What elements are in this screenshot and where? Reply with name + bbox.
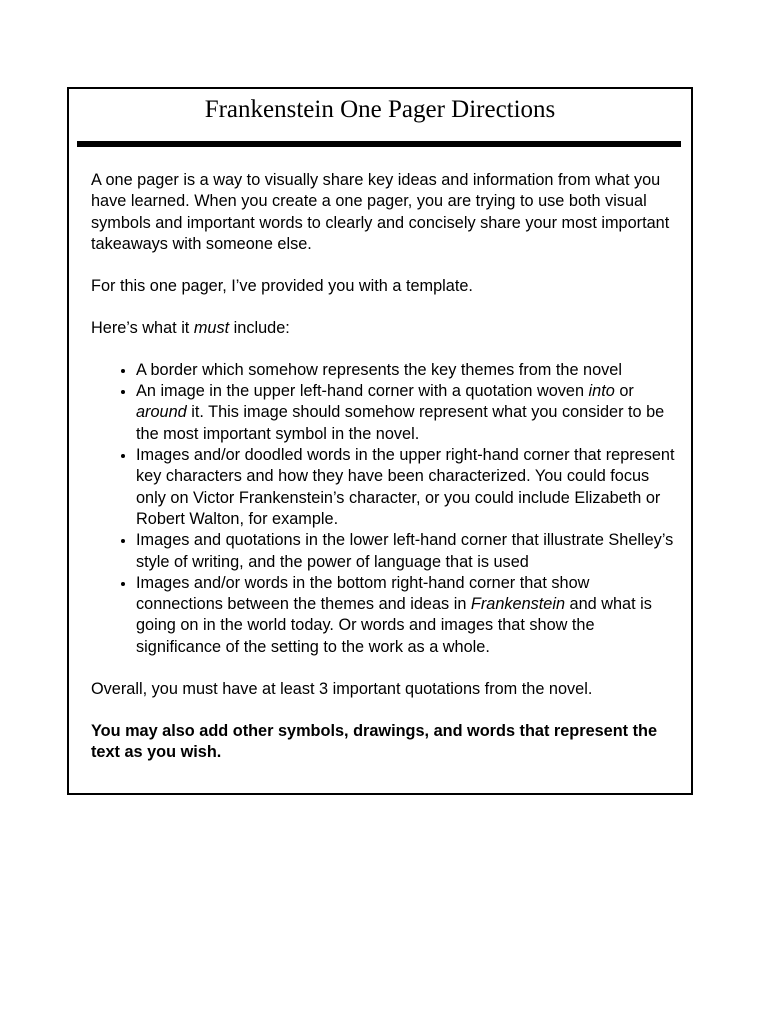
requirement-emphasis: into <box>588 382 615 401</box>
requirement-bottom-right <box>136 573 677 658</box>
title-divider <box>77 141 681 147</box>
overall-paragraph: Overall, you must have at least 3 important quotations from the novel. <box>91 679 593 698</box>
include-text-before: Here’s what it <box>91 318 194 337</box>
include-text-after: include: <box>229 318 290 337</box>
requirement-lower-left: • Images and quotations in the lower left-hand corner that illustrate Shelley’s style of writing, and the power of language that is used <box>136 530 677 573</box>
requirement-text: it. This image should somehow represent what you consider to be the most important symbol in the novel. <box>136 403 665 443</box>
requirements-list <box>91 360 677 658</box>
requirement-text: and what is going on in the world today. Or words and images that show the significance of the setting to the work as a whole. <box>136 595 652 656</box>
requirement-emphasis: around <box>136 403 187 422</box>
requirement-border: • A border which somehow represents the key themes from the novel <box>136 360 677 381</box>
directions-body <box>91 170 677 763</box>
requirement-text: Images and/or words in the bottom right-hand corner that show connections between the themes and ideas in <box>136 573 590 614</box>
closing-paragraph: You may also add other symbols, drawings, and words that represent the text as you wish. <box>91 721 658 761</box>
requirement-upper-right: • Images and/or doodled words in the upper right-hand corner that represent key characters and how they have been characterized. You could focus only on Victor Frankenstein’s character, or you could include Elizabeth or Robert Walton, for example. <box>136 445 677 530</box>
novel-title-emphasis: Frankenstein <box>470 595 566 614</box>
requirement-text: An image in the upper left-hand corner with a quotation woven <box>136 382 589 401</box>
document-frame <box>67 87 693 795</box>
requirement-text: or <box>614 382 634 401</box>
intro-paragraph: A one pager is a way to visually share key ideas and information from what you have learned. When you create a one pager, you are trying to use both visual symbols and important words to clearly and concisely share your most important takeaways with someone else. <box>91 171 670 253</box>
page-title: Frankenstein One Pager Directions <box>204 96 556 123</box>
template-paragraph: For this one pager, I’ve provided you with a template. <box>91 276 473 295</box>
must-emphasis: must <box>193 318 230 337</box>
include-heading <box>91 318 677 339</box>
requirement-upper-left <box>136 381 677 445</box>
